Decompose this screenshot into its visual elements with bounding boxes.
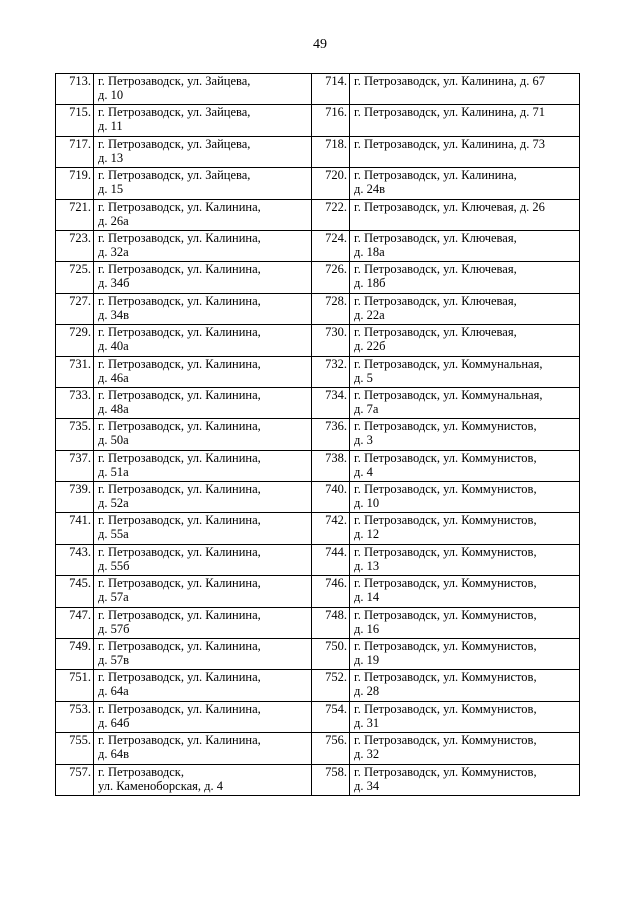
address-line: д. 57в (98, 653, 130, 668)
address-cell-right (350, 230, 580, 261)
address-line: д. 50а (98, 433, 129, 448)
row-number-right: 740. (312, 482, 350, 513)
address-cell-left (94, 136, 312, 167)
row-number-left: 753. (56, 701, 94, 732)
address-line: г. Петрозаводск, ул. Коммунистов, (354, 607, 537, 622)
row-number-right: 738. (312, 450, 350, 481)
row-number-right: 736. (312, 419, 350, 450)
row-number-right: 716. (312, 105, 350, 136)
address-line: г. Петрозаводск, ул. Калинина, д. 67 (354, 74, 546, 88)
row-number-left: 713. (56, 74, 94, 105)
row-number-right: 750. (312, 639, 350, 670)
table-row (56, 450, 580, 481)
row-number-left: 739. (56, 482, 94, 513)
row-number-left: 717. (56, 136, 94, 167)
row-number-right: 734. (312, 387, 350, 418)
address-line: г. Петрозаводск, ул. Калинина, (98, 701, 261, 716)
address-line: г. Петрозаводск, ул. Калинина, (98, 230, 261, 245)
address-line: д. 28 (354, 684, 380, 699)
row-number-right: 722. (312, 199, 350, 230)
address-line: д. 46а (98, 370, 129, 385)
address-line: д. 22а (354, 307, 385, 322)
address-cell-left (94, 419, 312, 450)
address-cell-right (350, 136, 580, 167)
row-number-right: 752. (312, 670, 350, 701)
address-cell-right (350, 387, 580, 418)
row-number-left: 751. (56, 670, 94, 701)
row-number-left: 715. (56, 105, 94, 136)
address-line: г. Петрозаводск, ул. Коммунистов, (354, 701, 537, 716)
address-line: д. 4 (354, 464, 373, 479)
address-line: г. Петрозаводск, ул. Ключевая, (354, 262, 517, 277)
row-number-left: 731. (56, 356, 94, 387)
address-cell-right (350, 482, 580, 513)
row-number-right: 754. (312, 701, 350, 732)
address-line: д. 26а (98, 213, 129, 228)
row-number-right: 746. (312, 576, 350, 607)
address-cell-left (94, 230, 312, 261)
address-line: г. Петрозаводск, ул. Калинина, (98, 576, 261, 591)
address-cell-right (350, 670, 580, 701)
address-line: д. 18а (354, 244, 385, 259)
address-line: г. Петрозаводск, ул. Коммунистов, (354, 482, 537, 497)
address-line: д. 11 (98, 119, 123, 134)
row-number-right: 724. (312, 230, 350, 261)
address-line: д. 31 (354, 715, 380, 730)
table-row (56, 387, 580, 418)
address-line: д. 48а (98, 401, 129, 416)
address-cell-left (94, 733, 312, 764)
address-line: г. Петрозаводск, ул. Калинина, (98, 670, 261, 685)
row-number-left: 729. (56, 325, 94, 356)
row-number-left: 733. (56, 387, 94, 418)
address-cell-right (350, 701, 580, 732)
address-line: д. 57б (98, 621, 130, 636)
address-line: г. Петрозаводск, ул. Зайцева, (98, 136, 251, 151)
address-line: г. Петрозаводск, ул. Калинина, (98, 387, 261, 402)
address-line: д. 10 (98, 88, 124, 102)
row-number-right: 756. (312, 733, 350, 764)
table-row (56, 701, 580, 732)
address-cell-left (94, 325, 312, 356)
address-cell-right (350, 105, 580, 136)
address-line: д. 13 (354, 558, 380, 573)
row-number-left: 741. (56, 513, 94, 544)
table-row (56, 764, 580, 795)
address-line: д. 32а (98, 244, 129, 259)
table-row (56, 325, 580, 356)
address-line: д. 7а (354, 401, 379, 416)
address-line: д. 24в (354, 182, 386, 197)
address-line: г. Петрозаводск, ул. Калинина, (98, 513, 261, 528)
address-cell-left (94, 387, 312, 418)
address-line: г. Петрозаводск, ул. Калинина, (98, 356, 261, 371)
row-number-left: 745. (56, 576, 94, 607)
row-number-right: 718. (312, 136, 350, 167)
address-line: д. 40а (98, 339, 129, 354)
row-number-left: 721. (56, 199, 94, 230)
table-row (56, 230, 580, 261)
address-cell-right (350, 419, 580, 450)
address-line: г. Петрозаводск, ул. Калинина, (98, 325, 261, 340)
address-line: г. Петрозаводск, (98, 764, 184, 779)
row-number-left: 737. (56, 450, 94, 481)
address-cell-left (94, 356, 312, 387)
table-row (56, 293, 580, 324)
address-line: д. 51а (98, 464, 129, 479)
address-cell-left (94, 639, 312, 670)
address-cell-left (94, 199, 312, 230)
table-row (56, 356, 580, 387)
row-number-left: 747. (56, 607, 94, 638)
table-row (56, 262, 580, 293)
address-cell-left (94, 576, 312, 607)
address-cell-right (350, 544, 580, 575)
address-line: д. 18б (354, 276, 386, 291)
address-table (55, 73, 580, 796)
address-table-body (56, 74, 580, 796)
table-row (56, 639, 580, 670)
address-line: г. Петрозаводск, ул. Коммунистов, (354, 670, 537, 685)
row-number-right: 742. (312, 513, 350, 544)
address-cell-right (350, 607, 580, 638)
address-line: д. 5 (354, 370, 373, 385)
address-line: г. Петрозаводск, ул. Калинина, (98, 607, 261, 622)
row-number-right: 730. (312, 325, 350, 356)
address-cell-right (350, 513, 580, 544)
row-number-left: 735. (56, 419, 94, 450)
row-number-left: 757. (56, 764, 94, 795)
address-line: г. Петрозаводск, ул. Коммунистов, (354, 513, 537, 528)
table-row (56, 419, 580, 450)
address-line: д. 57а (98, 590, 129, 605)
address-cell-left (94, 764, 312, 795)
table-row (56, 544, 580, 575)
address-cell-left (94, 544, 312, 575)
address-line: д. 3 (354, 433, 373, 448)
address-cell-right (350, 325, 580, 356)
table-row (56, 670, 580, 701)
address-line: д. 12 (354, 527, 380, 542)
address-cell-left (94, 607, 312, 638)
address-line: д. 34в (98, 307, 130, 322)
address-line: г. Петрозаводск, ул. Зайцева, (98, 105, 251, 120)
address-cell-left (94, 74, 312, 105)
row-number-left: 723. (56, 230, 94, 261)
address-line: д. 64в (98, 747, 130, 762)
address-line: г. Петрозаводск, ул. Коммунистов, (354, 576, 537, 591)
address-line: г. Петрозаводск, ул. Ключевая, (354, 293, 517, 308)
table-row (56, 576, 580, 607)
address-line: д. 13 (98, 150, 124, 165)
address-cell-right (350, 733, 580, 764)
table-row (56, 513, 580, 544)
address-line: д. 64б (98, 715, 130, 730)
address-line: г. Петрозаводск, ул. Зайцева, (98, 168, 251, 183)
address-line: г. Петрозаводск, ул. Калинина, (98, 482, 261, 497)
address-line: д. 14 (354, 590, 380, 605)
row-number-right: 732. (312, 356, 350, 387)
address-cell-right (350, 168, 580, 199)
address-line: г. Петрозаводск, ул. Калинина, (98, 293, 261, 308)
address-line: д. 19 (354, 653, 380, 668)
address-line: г. Петрозаводск, ул. Калинина, д. 71 (354, 105, 546, 120)
address-cell-right (350, 262, 580, 293)
address-cell-right (350, 764, 580, 795)
address-cell-right (350, 199, 580, 230)
address-line: д. 15 (98, 182, 124, 197)
address-line: д. 34б (98, 276, 130, 291)
address-line: д. 22б (354, 339, 386, 354)
address-cell-right (350, 639, 580, 670)
table-row (56, 199, 580, 230)
row-number-left: 725. (56, 262, 94, 293)
row-number-left: 743. (56, 544, 94, 575)
address-line: г. Петрозаводск, ул. Коммунистов, (354, 764, 537, 779)
address-line: г. Петрозаводск, ул. Калинина, (98, 450, 261, 465)
address-line: д. 16 (354, 621, 380, 636)
address-cell-left (94, 670, 312, 701)
address-line: д. 64а (98, 684, 129, 699)
address-line: д. 34 (354, 778, 380, 793)
table-row (56, 136, 580, 167)
address-line: г. Петрозаводск, ул. Коммунистов, (354, 544, 537, 559)
address-cell-left (94, 450, 312, 481)
address-line: г. Петрозаводск, ул. Калинина, д. 73 (354, 136, 546, 151)
address-cell-left (94, 513, 312, 544)
address-line: г. Петрозаводск, ул. Ключевая, д. 26 (354, 199, 545, 214)
address-line: г. Петрозаводск, ул. Коммунистов, (354, 733, 537, 748)
row-number-right: 744. (312, 544, 350, 575)
address-line: д. 10 (354, 496, 380, 511)
row-number-left: 755. (56, 733, 94, 764)
address-cell-right (350, 576, 580, 607)
address-line: г. Петрозаводск, ул. Калинина, (98, 733, 261, 748)
address-line: д. 55а (98, 527, 129, 542)
address-cell-left (94, 701, 312, 732)
address-line: г. Петрозаводск, ул. Коммунальная, (354, 356, 543, 371)
row-number-left: 719. (56, 168, 94, 199)
row-number-left: 749. (56, 639, 94, 670)
address-cell-right (350, 74, 580, 105)
address-line: д. 55б (98, 558, 130, 573)
address-line: г. Петрозаводск, ул. Калинина, (98, 262, 261, 277)
row-number-right: 726. (312, 262, 350, 293)
address-line: г. Петрозаводск, ул. Калинина, (98, 419, 261, 434)
address-line: г. Петрозаводск, ул. Ключевая, (354, 325, 517, 340)
address-line: ул. Каменоборская, д. 4 (98, 778, 224, 793)
address-line: г. Петрозаводск, ул. Зайцева, (98, 74, 251, 88)
address-cell-right (350, 356, 580, 387)
address-line: г. Петрозаводск, ул. Калинина, (98, 639, 261, 654)
address-cell-left (94, 262, 312, 293)
address-cell-right (350, 293, 580, 324)
address-line: г. Петрозаводск, ул. Ключевая, (354, 230, 517, 245)
table-row (56, 74, 580, 105)
address-line: г. Петрозаводск, ул. Калинина, (98, 199, 261, 214)
address-cell-left (94, 105, 312, 136)
address-line: г. Петрозаводск, ул. Калинина, (98, 544, 261, 559)
row-number-right: 748. (312, 607, 350, 638)
address-line: д. 32 (354, 747, 380, 762)
row-number-right: 714. (312, 74, 350, 105)
table-row (56, 607, 580, 638)
address-line: г. Петрозаводск, ул. Коммунистов, (354, 450, 537, 465)
table-row (56, 482, 580, 513)
row-number-right: 720. (312, 168, 350, 199)
row-number-right: 758. (312, 764, 350, 795)
row-number-right: 728. (312, 293, 350, 324)
address-line: г. Петрозаводск, ул. Коммунальная, (354, 387, 543, 402)
table-row (56, 168, 580, 199)
address-line: д. 52а (98, 496, 129, 511)
address-cell-left (94, 168, 312, 199)
address-cell-left (94, 482, 312, 513)
table-row (56, 733, 580, 764)
address-line: г. Петрозаводск, ул. Калинина, (354, 168, 517, 183)
address-cell-left (94, 293, 312, 324)
table-row (56, 105, 580, 136)
address-line: г. Петрозаводск, ул. Коммунистов, (354, 639, 537, 654)
address-line: г. Петрозаводск, ул. Коммунистов, (354, 419, 537, 434)
address-cell-right (350, 450, 580, 481)
row-number-left: 727. (56, 293, 94, 324)
page-number: 49 (313, 37, 327, 52)
